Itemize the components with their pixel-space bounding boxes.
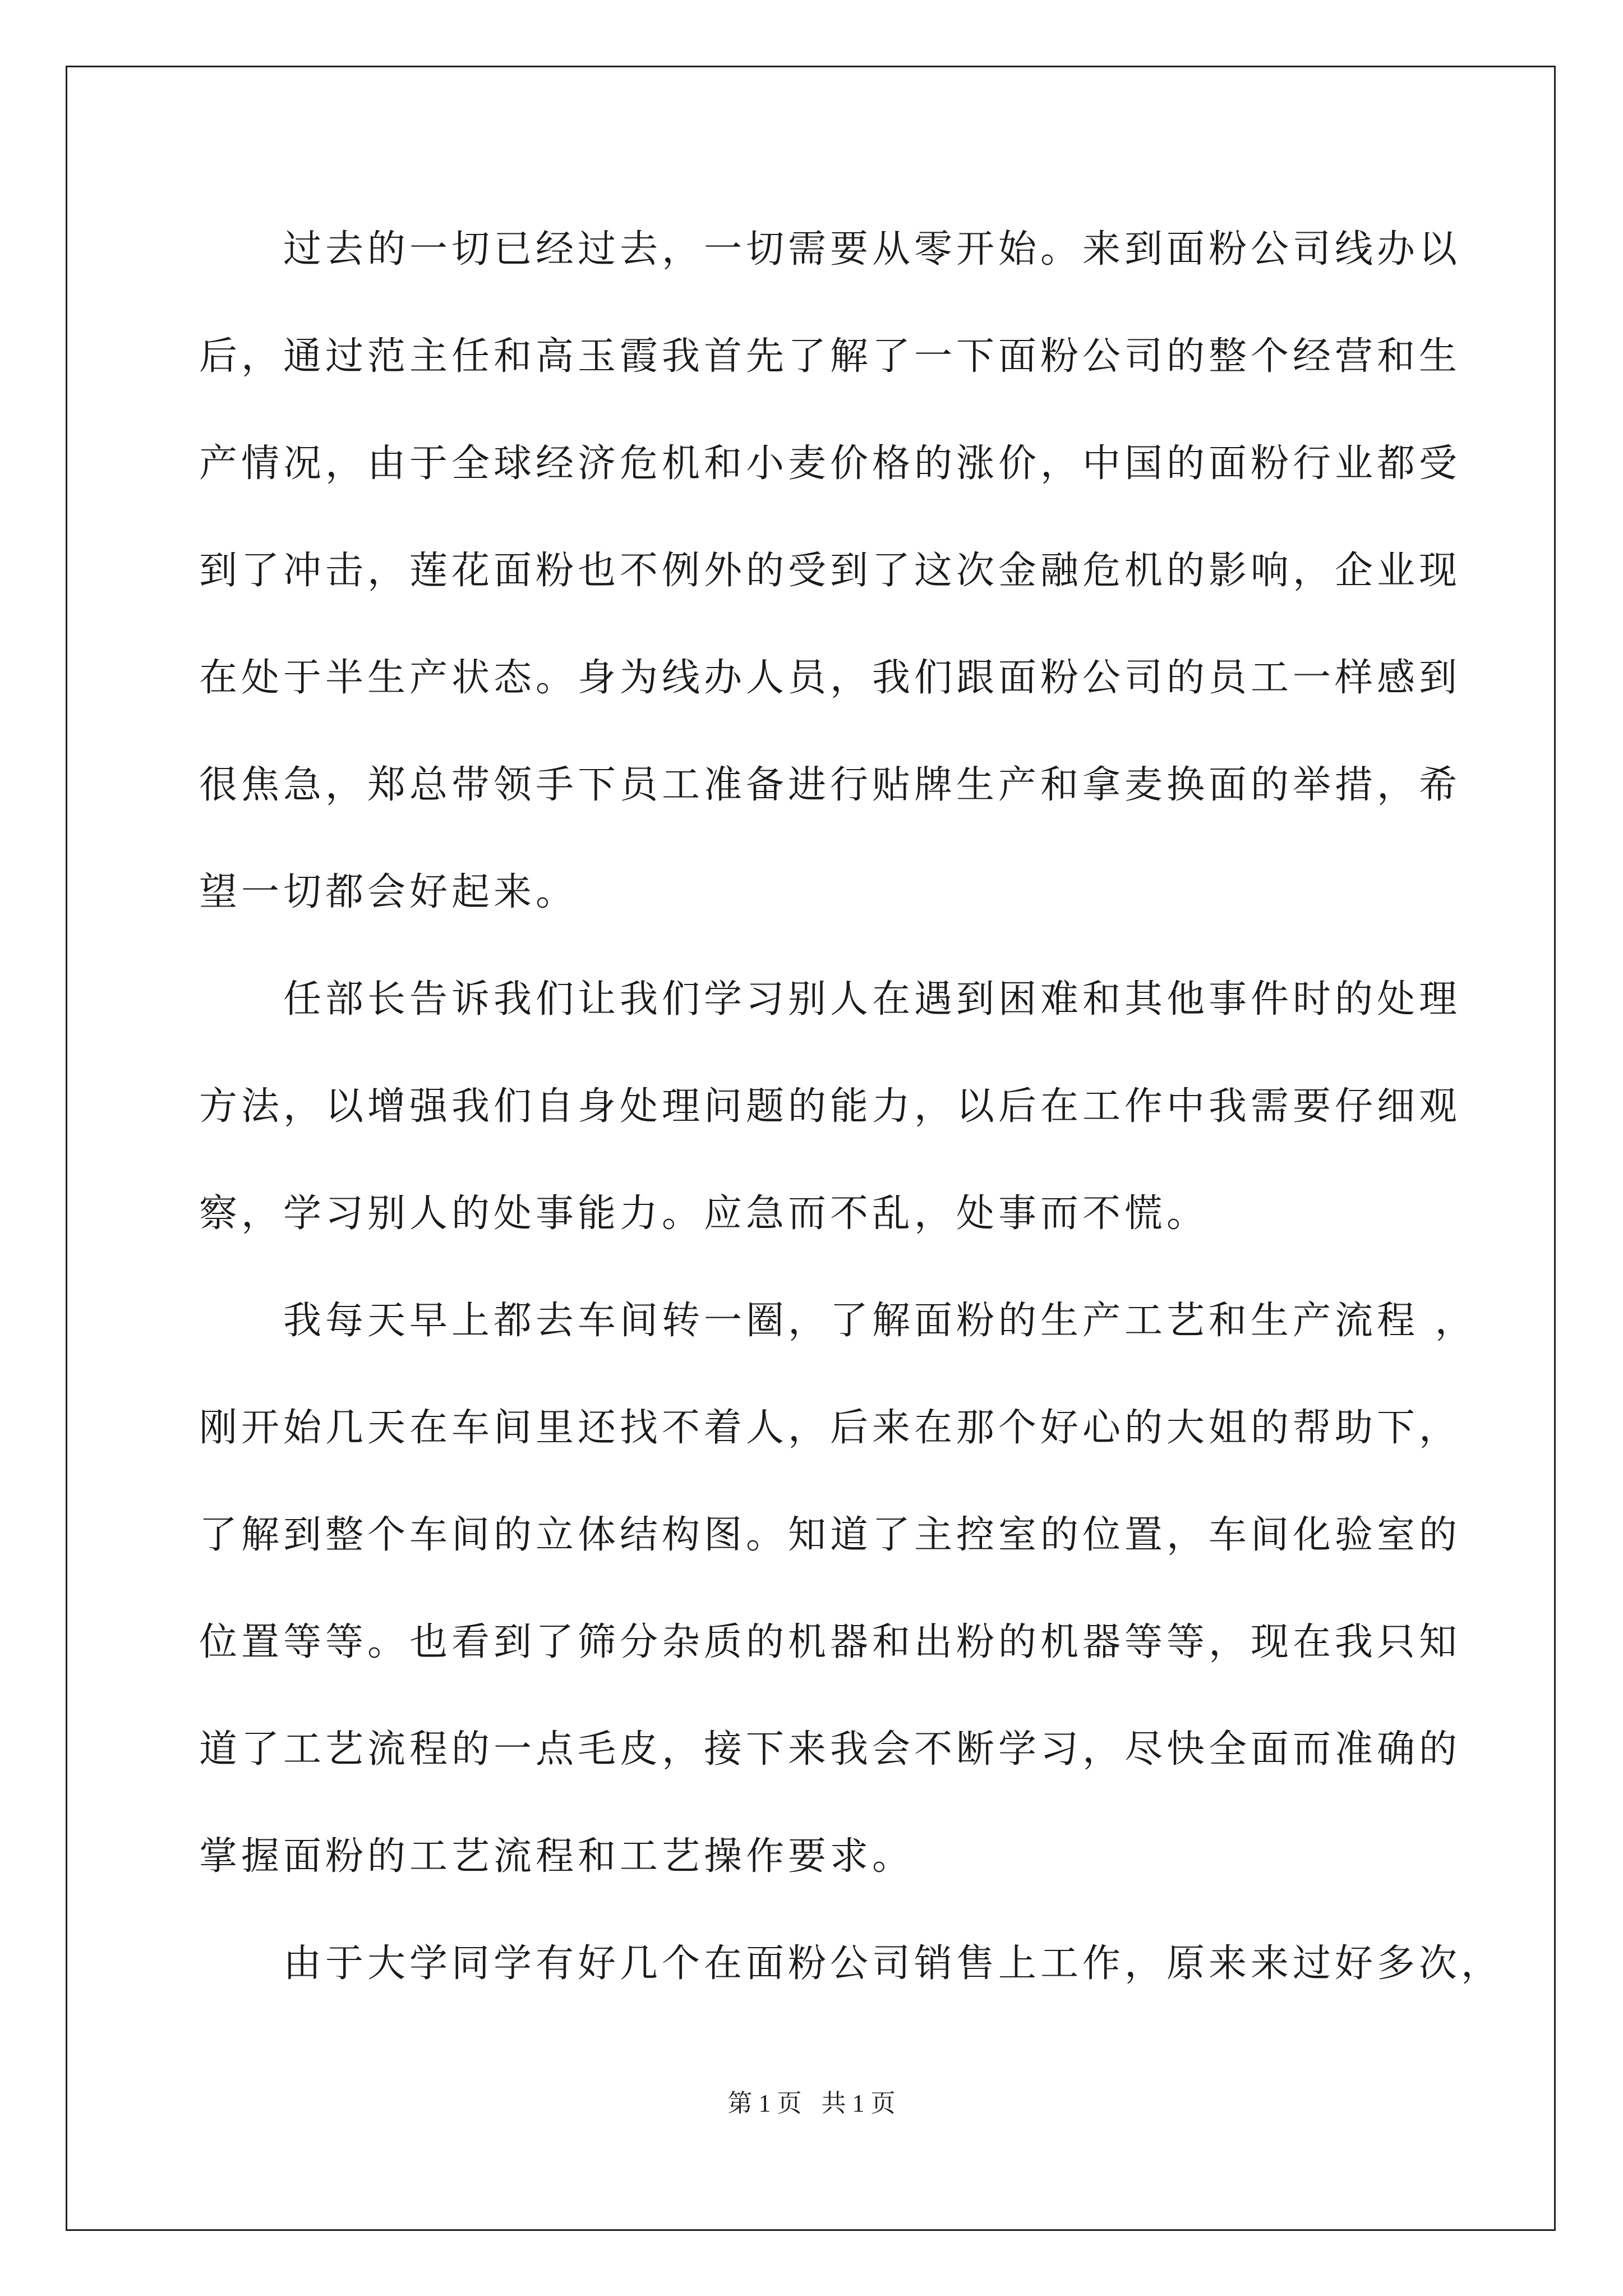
page-number-current: 第 1 页 [727, 2090, 802, 2117]
text-line: 产情况，由于全球经济危机和小麦价格的涨价，中国的面粉行业都受 [199, 441, 1461, 486]
paragraph-2 [199, 966, 1461, 1287]
paragraph-1 [199, 216, 1461, 966]
paragraph-3 [199, 1287, 1477, 1930]
text-line: 了解到整个车间的立体结构图。知道了主控室的位置，车间化验室的 [199, 1513, 1461, 1557]
text-line: 望一切都会好起来。 [199, 870, 578, 914]
text-line: 方法，以增强我们自身处理问题的能力，以后在工作中我需要仔细观 [199, 1084, 1461, 1129]
text-line: 由于大学同学有好几个在面粉公司销售上工作，原来来过好多次， [283, 1941, 1504, 1986]
text-line: 道了工艺流程的一点毛皮，接下来我会不断学习，尽快全面而准确的 [199, 1727, 1461, 1772]
text-line: 到了冲击，莲花面粉也不例外的受到了这次金融危机的影响，企业现 [199, 549, 1461, 593]
text-line: 过去的一切已经过去，一切需要从零开始。来到面粉公司线办以 [283, 227, 1461, 272]
text-line: 位置等等。也看到了筛分杂质的机器和出粉的机器等等，现在我只知 [199, 1620, 1461, 1664]
page-number-total: 共 1 页 [821, 2090, 896, 2117]
paragraph-4 [199, 1930, 1504, 2037]
text-line: 掌握面粉的工艺流程和工艺操作要求。 [199, 1834, 915, 1879]
document-body [199, 216, 1504, 2037]
text-line: 任部长告诉我们让我们学习别人在遇到困难和其他事件时的处理 [283, 977, 1461, 1022]
text-line: 很焦急，郑总带领手下员工准备进行贴牌生产和拿麦换面的举措，希 [199, 763, 1461, 807]
page-footer [0, 2087, 1623, 2120]
text-line: 刚开始几天在车间里还找不着人，后来在那个好心的大姐的帮助下， [199, 1406, 1461, 1450]
text-line: 察，学习别人的处事能力。应急而不乱，处事而不慌。 [199, 1191, 1209, 1236]
text-line: 我每天早上都去车间转一圈，了解面粉的生产工艺和生产流程 ， [283, 1299, 1477, 1343]
text-line: 在处于半生产状态。身为线办人员，我们跟面粉公司的员工一样感到 [199, 656, 1461, 700]
text-line: 后，通过范主任和高玉霞我首先了解了一下面粉公司的整个经营和生 [199, 334, 1461, 379]
